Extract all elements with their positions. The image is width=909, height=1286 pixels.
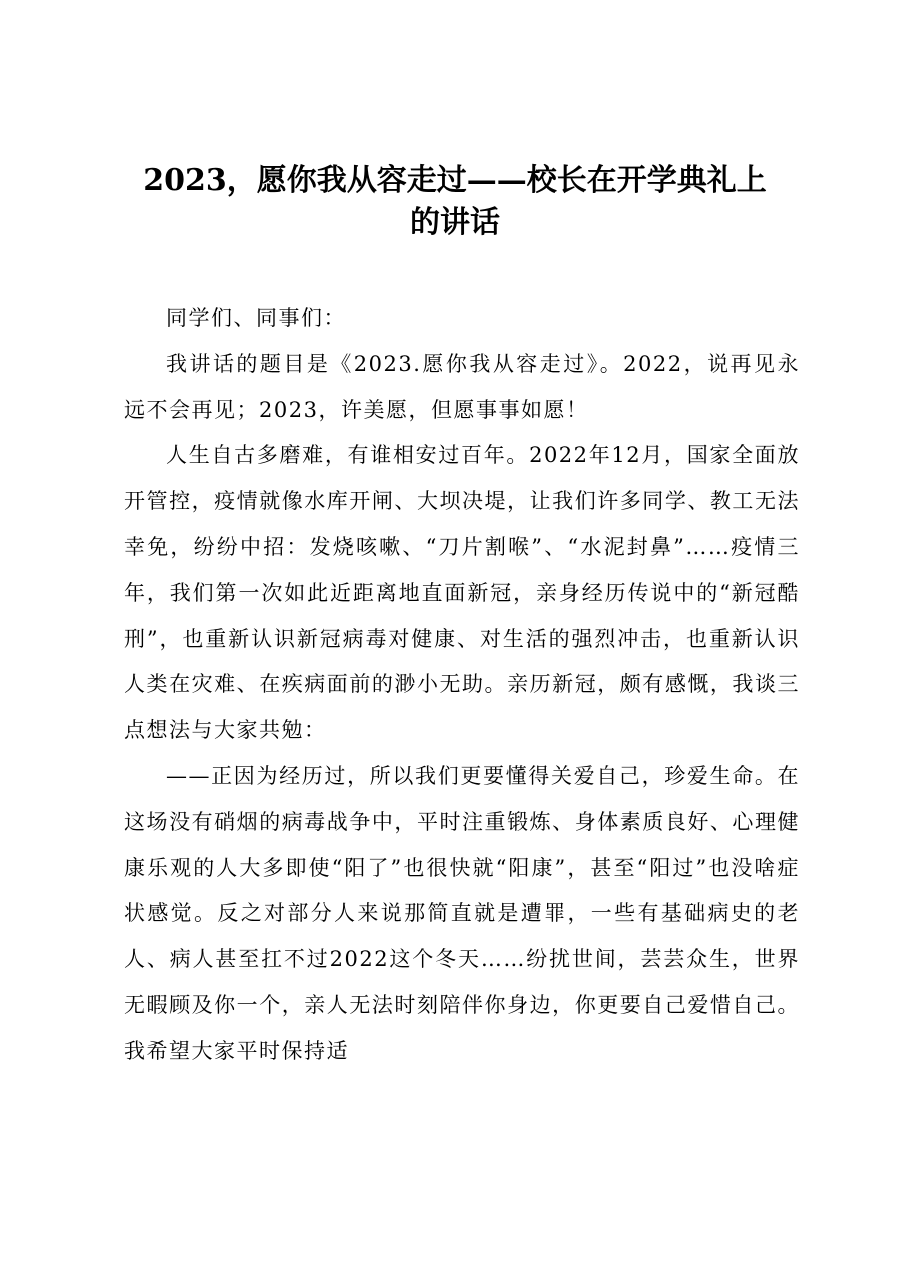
document-title xyxy=(110,160,800,244)
experience-paragraph: 人生自古多磨难，有谁相安过百年。2022年12月，国家全面放开管控，疫情就像水库开闸、大坝决堤，让我们许多同学、教工无法幸免，纷纷中招：发烧咳嗽、“刀片割喉”、“水泥封鼻”……疫情三年，我们第一次如此近距离地直面新冠，亲身经历传说中的“新冠酷刑”，也重新认识新冠病毒对健康、对生活的强烈冲击，也重新认识人类在灾难、在疾病面前的渺小无助。亲历新冠，颇有感慨，我谈三点想法与大家共勉： xyxy=(124,443,800,743)
document-title-line-2: 的讲话 xyxy=(410,205,500,240)
salutation-paragraph: 同学们、同事们： xyxy=(166,306,346,330)
point-one-paragraph: ——正因为经历过，所以我们更要懂得关爱自己，珍爱生命。在这场没有硝烟的病毒战争中，平时注重锻炼、身体素质良好、心理健康乐观的人大多即使“阳了”也很快就“阳康”，甚至“阳过”也没啥症状感觉。反之对部分人来说那简直就是遭罪，一些有基础病史的老人、病人甚至扛不过2022这个冬天……纷扰世间，芸芸众生，世界无暇顾及你一个，亲人无法时刻陪伴你身边，你更要自己爱惜自己。我希望大家平时保持适 xyxy=(124,763,800,1063)
topic-paragraph: 我讲话的题目是《2023.愿你我从容走过》。2022，说再见永远不会再见；2023，许美愿，但愿事事如愿！ xyxy=(124,351,800,422)
document-body xyxy=(124,296,800,1075)
document-title-line-1: 2023，愿你我从容走过——校长在开学典礼上 xyxy=(143,163,767,198)
